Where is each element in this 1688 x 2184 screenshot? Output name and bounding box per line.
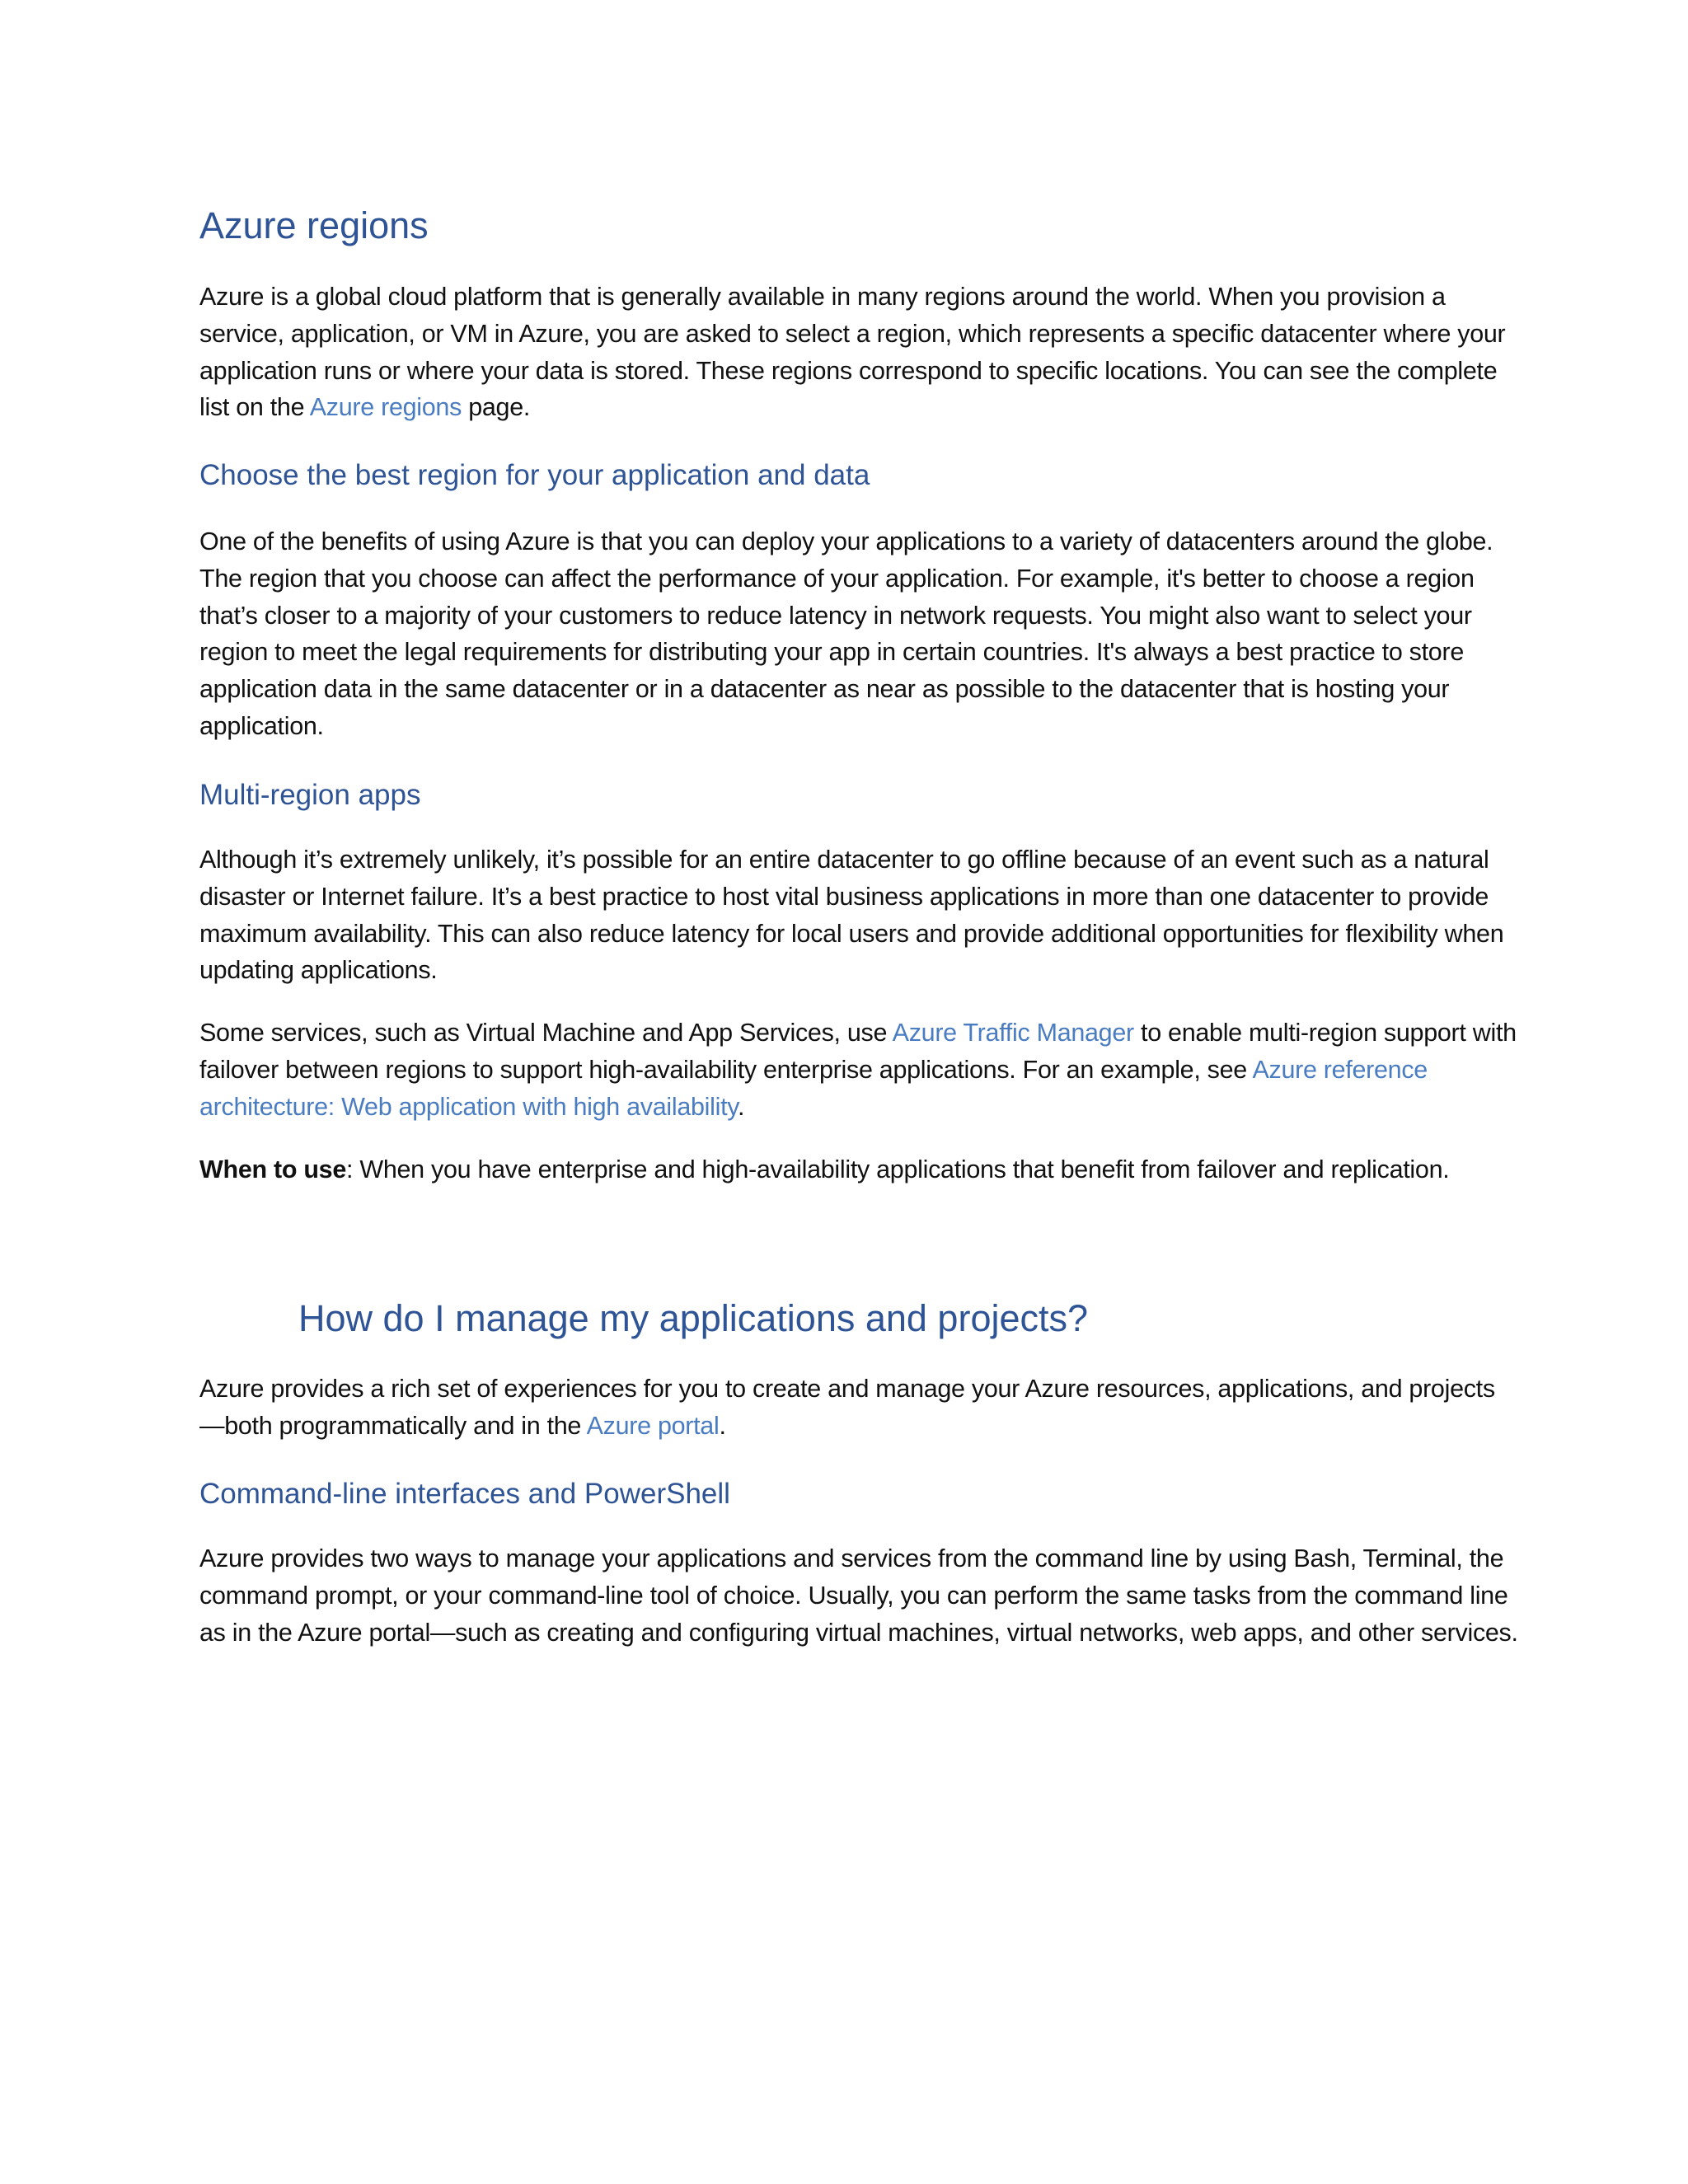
- text: .: [737, 1092, 745, 1121]
- heading-multi-region: Multi-region apps: [199, 779, 421, 811]
- paragraph-cli-powershell: Azure provides two ways to manage your applications and services from the command line by using Bash, Terminal, the command prompt, or your command-line tool of choice. Usually, you can perform the same tasks from the command line as in the Azure portal—such as creating and configuring virtual machines, virtual networks, web apps, and other services.: [199, 1544, 1518, 1647]
- link-reference-architecture[interactable]: Azure reference architecture: Web application with high availability: [199, 1055, 1428, 1121]
- paragraph-manage-apps: [199, 1371, 1518, 1445]
- paragraph-traffic-manager: [199, 1015, 1518, 1125]
- link-azure-regions[interactable]: Azure regions: [309, 393, 462, 422]
- heading-azure-regions: Azure regions: [199, 204, 429, 246]
- paragraph-choose-region: One of the benefits of using Azure is that you can deploy your applications to a variety of datacenters around the globe. The region that you choose can affect the performance of your application. For example, it's better to choose a region that’s closer to a majority of your customers to reduce latency in network requests. You might also want to select your region to meet the legal requirements for distributing your app in certain countries. It's always a best practice to store application data in the same datacenter or in a datacenter as near as possible to the datacenter that is hosting your application.: [199, 527, 1493, 740]
- text: Azure provides a rich set of experiences for you to create and manage your Azure resources, applications, and projects—both programmatically and in the: [199, 1375, 1495, 1440]
- when-to-use-label: When to use: [199, 1155, 347, 1183]
- text: Some services, such as Virtual Machine and App Services, use: [199, 1019, 893, 1047]
- heading-manage-apps: How do I manage my applications and projects?: [298, 1297, 1089, 1339]
- text: Azure is a global cloud platform that is generally available in many regions around the world. When you provision a service, application, or VM in Azure, you are asked to select a region, which represents a specific datacenter where your application runs or where your data is stored. These regions correspond to specific locations. You can see the complete list on the: [199, 283, 1506, 422]
- text: to enable multi-region support with failover between regions to support high-availability enterprise applications. For an example, see: [199, 1019, 1517, 1084]
- heading-choose-region: Choose the best region for your application and data: [199, 459, 870, 491]
- heading-cli-powershell: Command-line interfaces and PowerShell: [199, 1478, 730, 1510]
- link-azure-traffic-manager[interactable]: Azure Traffic Manager: [892, 1019, 1134, 1047]
- text: page.: [462, 393, 531, 422]
- text: : When you have enterprise and high-availability applications that benefit from failover and replication.: [346, 1155, 1450, 1183]
- paragraph-azure-regions: [199, 279, 1518, 426]
- text: .: [719, 1411, 726, 1440]
- link-azure-portal[interactable]: Azure portal: [586, 1411, 720, 1440]
- paragraph-when-to-use: [199, 1151, 1518, 1188]
- paragraph-multi-region: Although it’s extremely unlikely, it’s possible for an entire datacenter to go offline because of an event such as a natural disaster or Internet failure. It’s a best practice to host vital business applications in more than one datacenter to provide maximum availability. This can also reduce latency for local users and provide additional opportunities for flexibility when updating applications.: [199, 846, 1504, 985]
